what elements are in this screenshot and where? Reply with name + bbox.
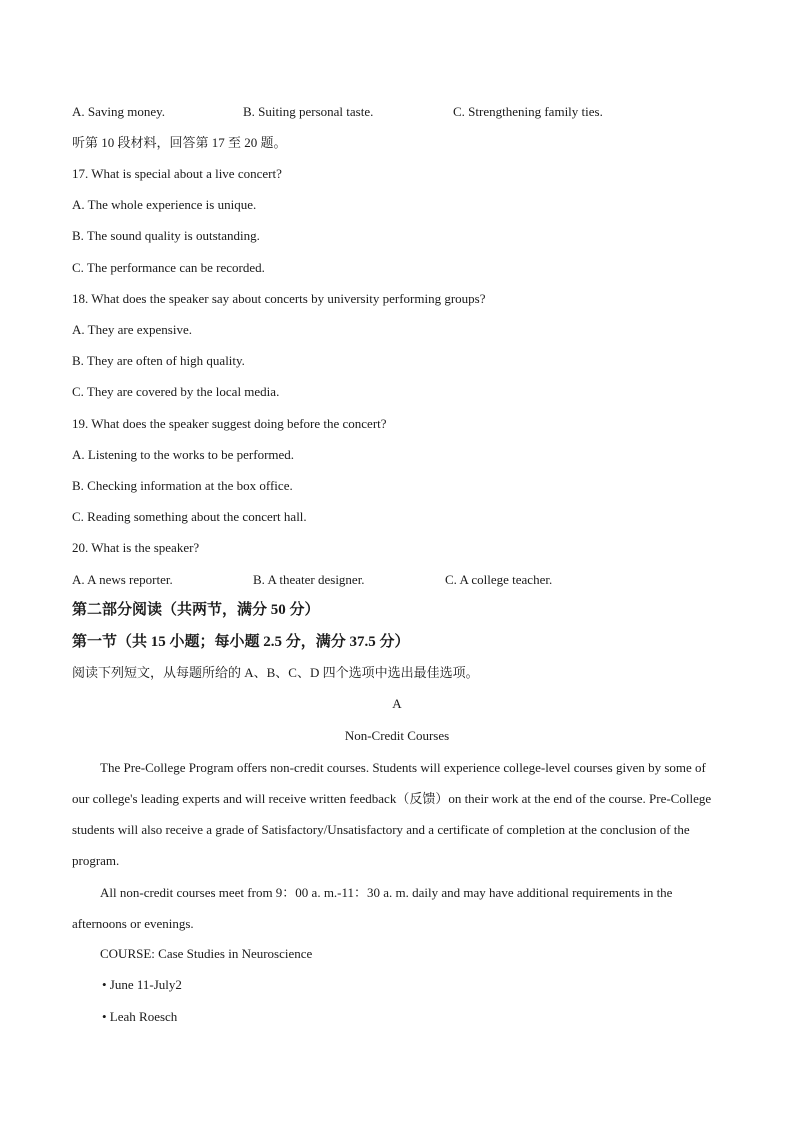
course-title: COURSE: Case Studies in Neuroscience bbox=[100, 946, 313, 961]
q16-option-b: B. Suiting personal taste. bbox=[243, 104, 374, 119]
q20-option-a: A. A news reporter. bbox=[72, 572, 173, 587]
passage-paragraph-2: All non-credit courses meet from 9：00 a. m.-11：30 a. m. daily and may have additional requirements in the afternoons or evenings. bbox=[72, 885, 673, 931]
q20-question: 20. What is the speaker? bbox=[72, 540, 200, 555]
q19-option-b: B. Checking information at the box office. bbox=[72, 478, 293, 493]
q20-option-c: C. A college teacher. bbox=[445, 572, 553, 587]
section-intro-10: 听第 10 段材料，回答第 17 至 20 题。 bbox=[72, 135, 287, 150]
section1-heading: 第一节（共 15 小题；每小题 2.5 分，满分 37.5 分） bbox=[72, 634, 410, 650]
q17-option-c: C. The performance can be recorded. bbox=[72, 260, 265, 275]
q16-option-c: C. Strengthening family ties. bbox=[453, 104, 603, 119]
part2-heading: 第二部分阅读（共两节，满分 50 分） bbox=[72, 602, 320, 618]
q19-option-c: C. Reading something about the concert hall. bbox=[72, 509, 307, 524]
reading-instruction: 阅读下列短文，从每题所给的 A、B、C、D 四个选项中选出最佳选项。 bbox=[72, 665, 479, 680]
q19-option-a: A. Listening to the works to be performed. bbox=[72, 447, 295, 462]
passage-paragraph-1: The Pre-College Program offers non-credit courses. Students will experience college-level courses given by some of our college's leading experts and will receive written feedback（反馈）on their work at the end of the course. Pre-College students will also receive a grade of Satisfactory/Unsatisfactory and a certificate of completion at the conclusion of the program. bbox=[72, 760, 712, 868]
q17-option-a: A. The whole experience is unique. bbox=[72, 197, 257, 212]
q18-option-a: A. They are expensive. bbox=[72, 322, 192, 337]
passage-letter: A bbox=[392, 696, 402, 711]
passage-title: Non-Credit Courses bbox=[344, 728, 450, 743]
course-dates: • June 11-July2 bbox=[102, 977, 182, 992]
q18-question: 18. What does the speaker say about concerts by university performing groups? bbox=[72, 291, 486, 306]
q17-question: 17. What is special about a live concert? bbox=[72, 166, 282, 181]
q18-option-b: B. They are often of high quality. bbox=[72, 353, 245, 368]
q17-option-b: B. The sound quality is outstanding. bbox=[72, 228, 260, 243]
q19-question: 19. What does the speaker suggest doing before the concert? bbox=[72, 416, 387, 431]
q20-option-b: B. A theater designer. bbox=[253, 572, 365, 587]
course-instructor: • Leah Roesch bbox=[102, 1009, 178, 1024]
q16-option-a: A. Saving money. bbox=[72, 104, 166, 119]
q18-option-c: C. They are covered by the local media. bbox=[72, 384, 280, 399]
